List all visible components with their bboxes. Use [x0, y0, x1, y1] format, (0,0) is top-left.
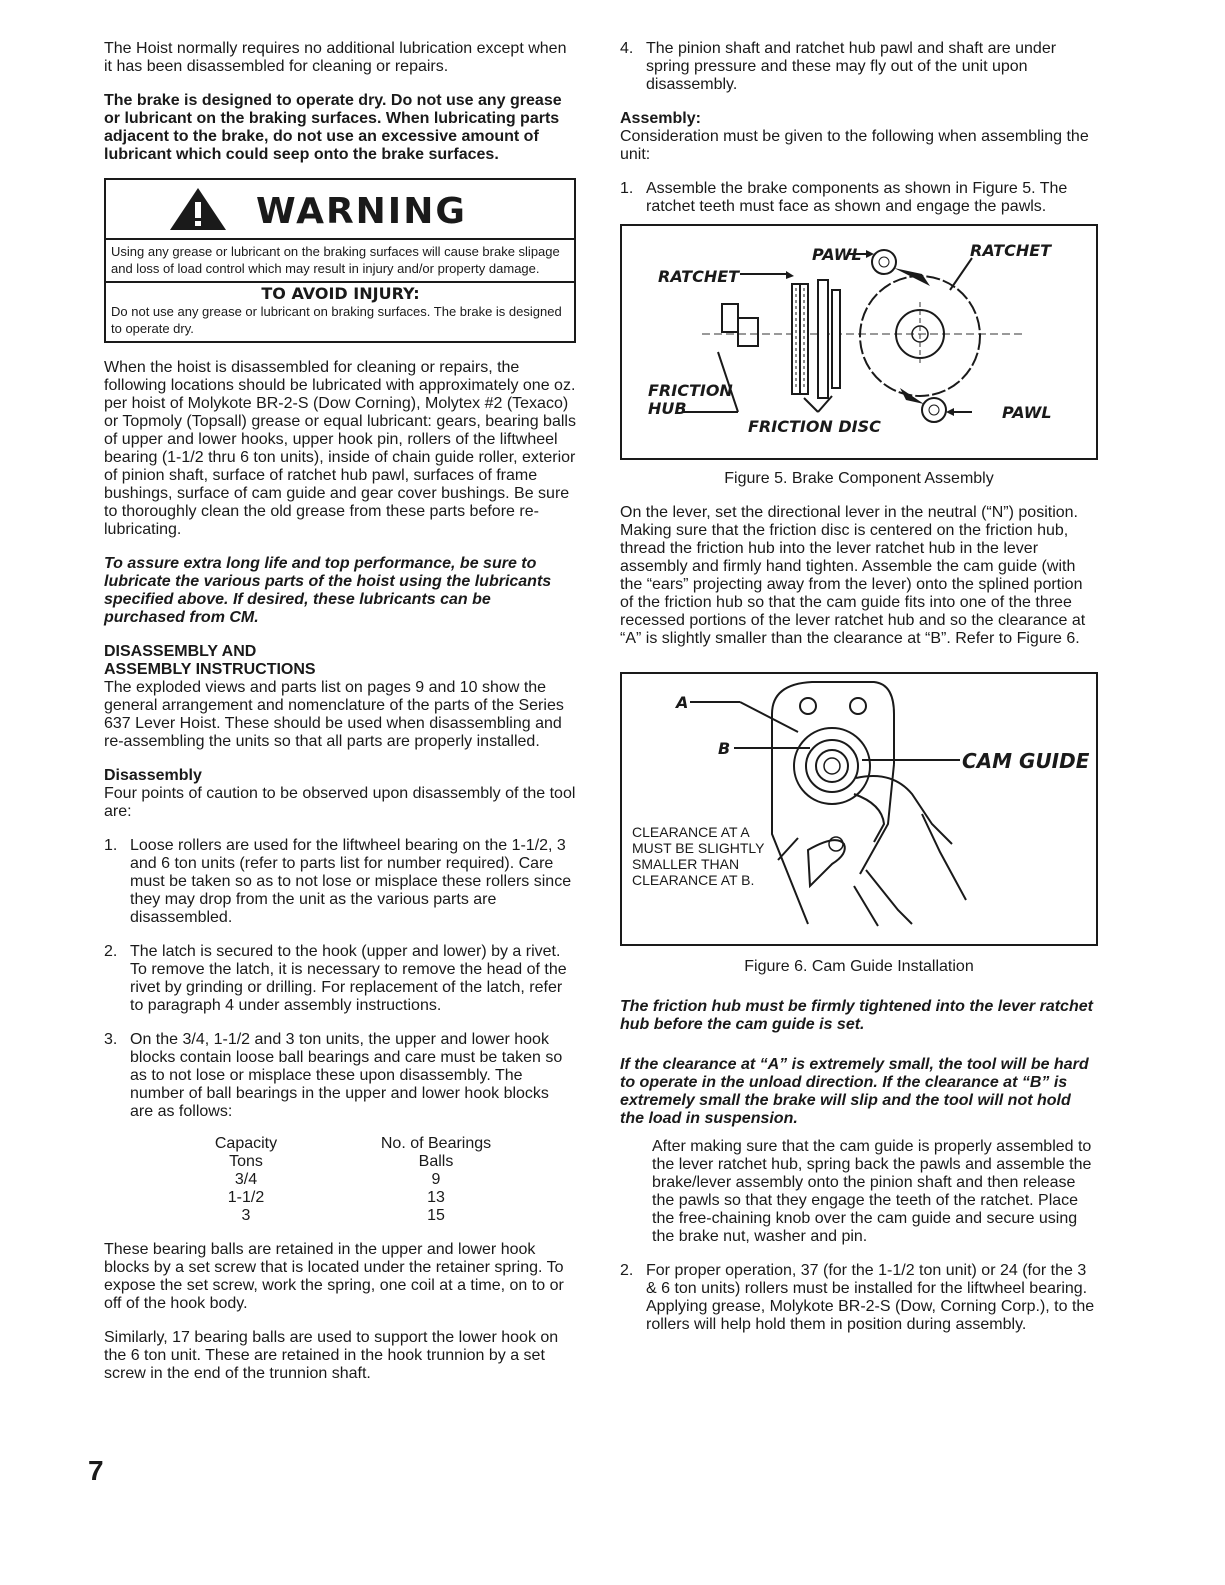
list-text: On the 3/4, 1-1/2 and 3 ton units, the upper and lower hook blocks contain loose ball bearings and care must be taken so as to not lose or misplace these upon disassembly. The number of ball bearings in the upper and lower hook blocks are as follows:: [130, 1031, 563, 1120]
bearing-table: [206, 1135, 500, 1225]
after-assembly-paragraph: After making sure that the cam guide is properly assembled to the lever ratchet hub, spring back the pawls and assemble the brake/lever assembly onto the pinion shaft and then release the pawls so that they engage the teeth of the ratchet. Place the free-chaining knob over the cam guide and secure using the brake nut, washer and pin.: [652, 1138, 1092, 1245]
brake-notice: The brake is designed to operate dry. Do not use any grease or lubricant on the braking surfaces. When lubricating parts adjacent to the brake, do not use an excessive amount of lubricant which could seep onto the brake surfaces.: [104, 92, 562, 163]
avoid-injury-section: [106, 281, 574, 341]
list-number: 1.: [104, 837, 118, 854]
label-pawl-top: PAWL: [812, 245, 862, 264]
warning-triangle-icon: [168, 186, 228, 232]
intro-paragraph: The Hoist normally requires no additional lubrication except when it has been disassembled for cleaning or repairs.: [104, 40, 567, 75]
warning-header: [106, 180, 574, 240]
figure-6: [620, 672, 1098, 946]
table-header: Balls: [418, 1153, 454, 1170]
cam-guide-diagram: [622, 674, 1096, 944]
lubrication-paragraph: When the hoist is disassembled for cleaning or repairs, the following locations should be lubricated with approximately one oz. per hoist of Molykote BR-2-S (Dow Corning), Molytex #2 (Texaco) or Topmoly (Topsall) grease or equal lubricant: gears, bearing balls of upper and lower hooks, upper hook pin, rollers of the liftwheel bearing (1-1/2 thru 6 ton units), inside of chain guide roller, exterior of pinion shaft, surface of ratchet hub pawl, surfaces of frame bushings, surface of cam guide and gear cover bushings. Be sure to thoroughly clean the old grease from these parts before re-lubricating.: [104, 359, 576, 538]
label-ratchet-top: RATCHET: [970, 241, 1052, 260]
table-cell: 3: [241, 1207, 251, 1224]
lubricant-note: To assure extra long life and top performance, be sure to lubricate the various parts of the hoist using the lubricants specified above. If desired, these lubricants can be purchased from CM.: [104, 555, 552, 626]
clearance-warning: If the clearance at “A” is extremely small, the tool will be hard to operate in the unload direction. If the clearance at “B” is extremely small the brake will slip and the tool will not hold the load in suspension.: [620, 1056, 1089, 1127]
list-item: [104, 943, 576, 1015]
table-row: [206, 1189, 500, 1207]
assembly-list: [620, 180, 1098, 216]
label-b: B: [718, 739, 731, 758]
exploded-views-paragraph: The exploded views and parts list on pages 9 and 10 show the general arrangement and nomenclature of the parts of the Series 637 Lever Hoist. These should be used when disassembling and re-assembling the units so that all parts are properly installed.: [104, 679, 564, 750]
page-number: 7: [88, 1455, 104, 1486]
list-item: [620, 1262, 1098, 1334]
figure-5-caption: Figure 5. Brake Component Assembly: [724, 470, 994, 487]
list-text: Loose rollers are used for the liftwheel bearing on the 1-1/2, 3 and 6 ton units (refer to parts list for number required). Care must be taken so as to not lose or misplace these rollers since they may drop from the unit as the various parts are disassembled.: [130, 837, 572, 926]
warning-box: [104, 178, 576, 343]
figure-6-caption: Figure 6. Cam Guide Installation: [744, 958, 974, 975]
label-cam-guide: CAM GUIDE: [962, 749, 1090, 773]
disassembly-heading: Disassembly: [104, 767, 202, 784]
clearance-note-line: CLEARANCE AT A: [632, 824, 750, 840]
left-column: [104, 40, 576, 1383]
list-item: [620, 40, 1098, 94]
label-pawl-bottom: PAWL: [1002, 403, 1052, 422]
assembly-heading: Assembly:: [620, 110, 701, 127]
assembly-list-continued: [620, 1262, 1098, 1334]
clearance-note-line: MUST BE SLIGHTLY: [632, 840, 765, 856]
table-row: [206, 1171, 500, 1189]
list-number: 4.: [620, 40, 634, 57]
table-header: No. of Bearings: [380, 1135, 492, 1152]
clearance-note-line: SMALLER THAN: [632, 856, 740, 872]
list-text: For proper operation, 37 (for the 1-1/2 ton unit) or 24 (for the 3 & 6 ton units) rollers must be installed for the liftwheel bearing. Applying grease, Molykote BR-2-S (Dow, Corning Corp.), to the rollers will help hold them in position during assembly.: [646, 1262, 1095, 1333]
figure-5: [620, 224, 1098, 460]
label-a: A: [676, 693, 689, 712]
clearance-note-line: CLEARANCE AT B.: [632, 872, 755, 888]
table-cell: 9: [431, 1171, 441, 1188]
table-cell: 3/4: [234, 1171, 258, 1188]
table-cell: 13: [427, 1189, 445, 1206]
list-item: [104, 837, 576, 927]
caution-intro: Four points of caution to be observed upon disassembly of the tool are:: [104, 785, 576, 820]
warning-text: Using any grease or lubricant on the braking surfaces will cause brake slipage and loss of load control which may result in injury and/or property damage.: [111, 244, 560, 276]
list-item: [104, 1031, 576, 1121]
table-header: Capacity: [214, 1135, 278, 1152]
avoid-injury-text: Do not use any grease or lubricant on braking surfaces. The brake is designed to operate dry.: [111, 304, 562, 336]
table-header: Tons: [229, 1153, 263, 1170]
avoid-injury-title: TO AVOID INJURY:: [261, 284, 420, 303]
table-row: [206, 1207, 500, 1225]
label-hub: HUB: [648, 399, 687, 418]
bearing-balls-paragraph: These bearing balls are retained in the upper and lower hook blocks by a set screw that is located under the retainer spring. To expose the set screw, work the spring, one coil at a time, on to or off of the hook body.: [104, 1241, 564, 1312]
list-text: The latch is secured to the hook (upper and lower) by a rivet. To remove the latch, it is necessary to remove the head of the rivet by grinding or drilling. For replacement of the latch, refer to paragraph 4 under assembly instructions.: [130, 943, 567, 1014]
list-number: 2.: [104, 943, 118, 960]
list-number: 2.: [620, 1262, 634, 1279]
table-cell: 1-1/2: [227, 1189, 265, 1206]
table-header-row: [206, 1153, 500, 1171]
right-column: [620, 40, 1098, 1334]
six-ton-paragraph: Similarly, 17 bearing balls are used to support the lower hook on the 6 ton unit. These are retained in the hook trunnion by a set screw in the end of the trunnion shaft.: [104, 1329, 559, 1382]
list-text: Assemble the brake components as shown in Figure 5. The ratchet teeth must face as shown and engage the pawls.: [646, 180, 1068, 215]
section-heading-line1: DISASSEMBLY AND: [104, 643, 257, 660]
table-header-row: [206, 1135, 500, 1153]
assembly-intro: Consideration must be given to the following when assembling the unit:: [620, 128, 1089, 163]
friction-hub-note: The friction hub must be firmly tightened into the lever ratchet hub before the cam guide is set.: [620, 998, 1093, 1033]
label-friction: FRICTION: [648, 381, 733, 400]
clearance-note: [632, 824, 765, 888]
list-text: The pinion shaft and ratchet hub pawl and shaft are under spring pressure and these may fly out of the unit upon disassembly.: [646, 40, 1057, 93]
caution-list: [104, 837, 576, 1121]
warning-title: WARNING: [256, 191, 467, 232]
list-number: 1.: [620, 180, 634, 197]
list-item: [620, 180, 1098, 216]
list-number: 3.: [104, 1031, 118, 1048]
lever-paragraph: On the lever, set the directional lever in the neutral (“N”) position. Making sure that the friction disc is centered on the friction hub, thread the friction hub into the lever ratchet hub in the lever assembly and firmly hand tighten. Assemble the cam guide (with the “ears” projecting away from the lever) onto the splined portion of the friction hub so that the cam guide fits into one of the three recessed portions of the lever ratchet hub and so the clearance at “A” is slightly smaller than the clearance at “B”. Refer to Figure 6.: [620, 504, 1086, 647]
label-ratchet-left: RATCHET: [658, 267, 740, 286]
label-friction-disc: FRICTION DISC: [748, 417, 881, 436]
section-heading-line2: ASSEMBLY INSTRUCTIONS: [104, 661, 316, 678]
table-cell: 15: [427, 1207, 445, 1224]
caution-list-continued: [620, 40, 1098, 94]
